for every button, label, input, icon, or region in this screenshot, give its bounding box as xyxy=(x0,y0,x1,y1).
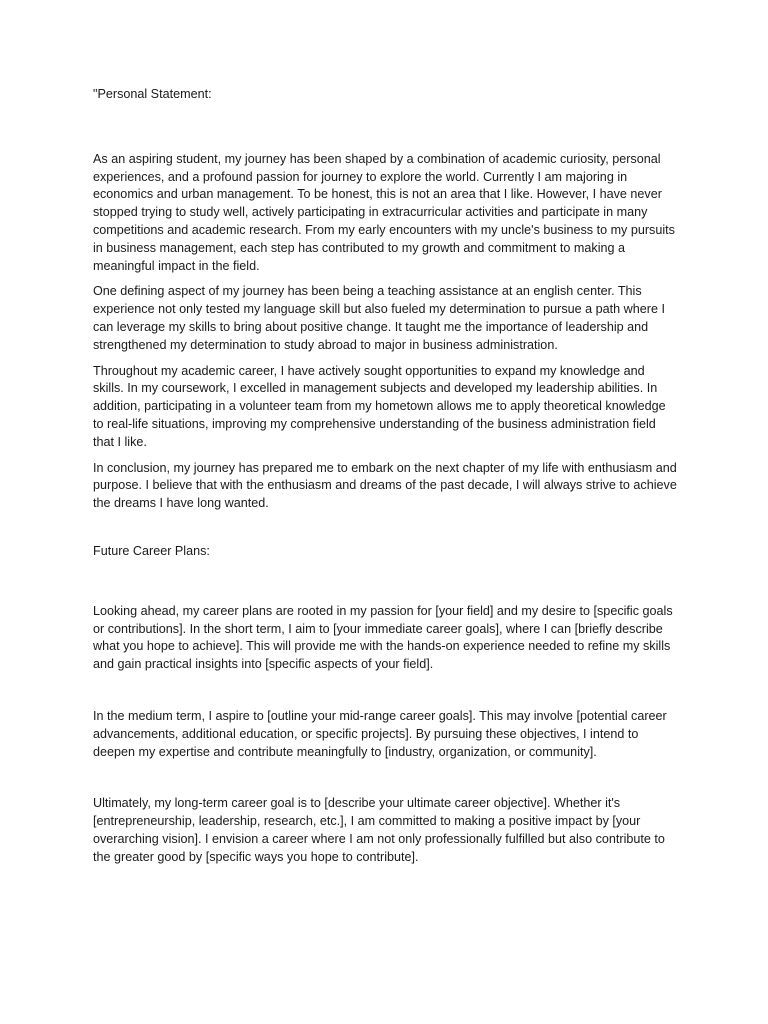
ps-paragraph-2: One defining aspect of my journey has been being a teaching assistance at an english center. This experience not only tested my language skill but also fueled my determination to pursue a path where I can leverage my skills to bring about positive change. It taught me the importance of leadership and strengthened my determination to study abroad to major in business administration. xyxy=(93,284,665,352)
future-career-heading: Future Career Plans: xyxy=(93,543,210,558)
career-paragraph-1: Looking ahead, my career plans are rooted in my passion for [your field] and my desire to [specific goals or contributions]. In the short term, I aim to [your immediate career goals], where I can [briefly describe what you hope to achieve]. This will provide me with the hands-on experience needed to refine my skills and gain practical insights into [specific aspects of your field]. xyxy=(93,603,673,672)
document-body xyxy=(93,86,678,867)
ps-paragraph-1: As an aspiring student, my journey has been shaped by a combination of academic curiosity, personal experiences, and a profound passion for journey to explore the world. Currently I am majoring in economics and urban management. To be honest, this is not an area that I like. However, I have never stopped trying to study well, actively participating in extracurricular activities and participate in many competitions and academic research. From my early encounters with my uncle's business to my pursuits in business management, each step has contributed to my growth and commitment to making a meaningful impact in the field. xyxy=(93,151,675,273)
personal-statement-heading: "Personal Statement: xyxy=(93,87,212,101)
ps-paragraph-3: Throughout my academic career, I have actively sought opportunities to expand my knowledge and skills. In my coursework, I excelled in management subjects and developed my leadership abilities. In addition, participating in a volunteer team from my hometown allows me to apply theoretical knowledge to real-life situations, improving my comprehensive understanding of the business administration field that I like. xyxy=(93,363,666,449)
career-paragraph-2: In the medium term, I aspire to [outline your mid-range career goals]. This may involve [potential career advancements, additional education, or specific projects]. By pursuing these objectives, I intend to deepen my expertise and contribute meaningfully to [industry, organization, or community]. xyxy=(93,708,667,759)
career-paragraph-3: Ultimately, my long-term career goal is to [describe your ultimate career objective]. Whether it's [entrepreneurship, leadership, research, etc.], I am committed to making a positive impact by [your overarching vision]. I envision a career where I am not only professionally fulfilled but also contribute to the greater good by [specific ways you hope to contribute]. xyxy=(93,796,665,864)
ps-paragraph-4: In conclusion, my journey has prepared me to embark on the next chapter of my life with enthusiasm and purpose. I believe that with the enthusiasm and dreams of the past decade, I will always strive to achieve the dreams I have long wanted. xyxy=(93,460,677,511)
